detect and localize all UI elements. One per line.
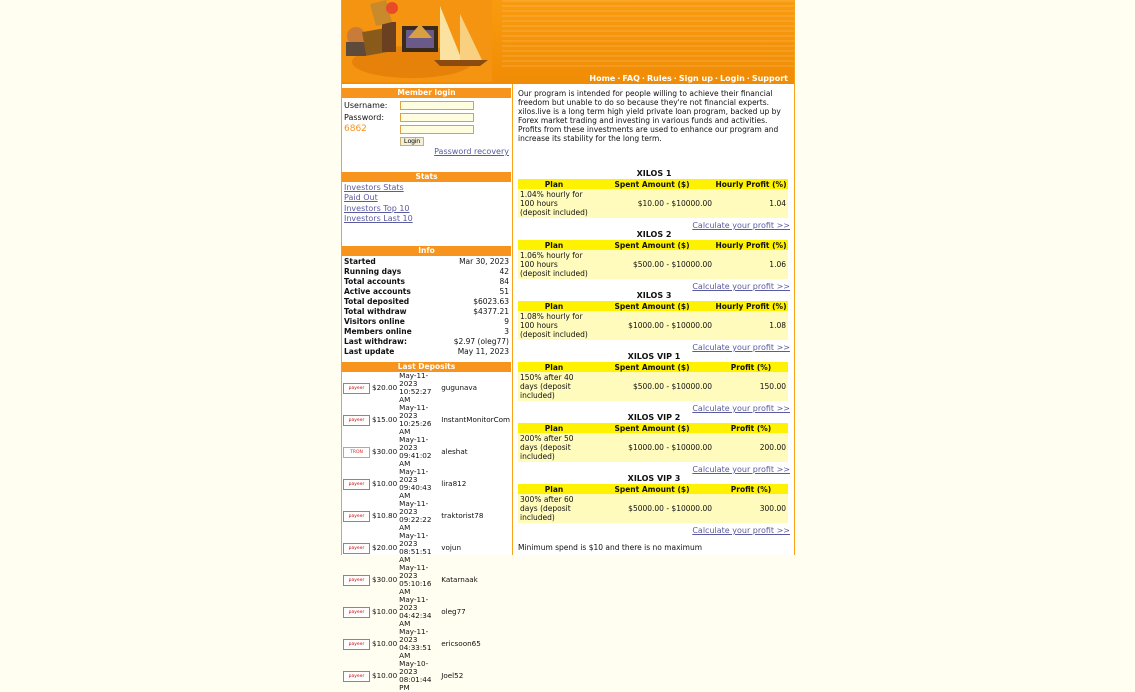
plan-table — [518, 423, 788, 462]
header-stripes — [502, 0, 794, 70]
deposit-amount: $10.80 — [372, 511, 398, 521]
plan-table — [518, 240, 788, 279]
captcha-code: 6862 — [344, 124, 367, 134]
stats-title: Stats — [342, 172, 511, 182]
deposit-time: 09:22:22 AM — [399, 514, 432, 532]
nav-separator: · — [641, 74, 645, 83]
deposit-user: vojun — [441, 543, 461, 553]
amount-header: Spent Amount ($) — [590, 484, 714, 494]
deposit-amount: $30.00 — [372, 575, 398, 585]
plan-header: Plan — [518, 423, 590, 433]
deposit-row — [342, 628, 511, 660]
info-key: Active accounts — [344, 286, 411, 296]
nav-separator: · — [746, 74, 750, 83]
plan-block — [518, 474, 790, 535]
page-container — [341, 0, 795, 692]
info-key: Total withdraw — [344, 307, 407, 317]
deposit-time: 09:41:02 AM — [399, 450, 432, 468]
info-key: Last update — [344, 347, 395, 357]
amount-header: Spent Amount ($) — [590, 240, 714, 250]
calculate-profit-link[interactable]: Calculate your profit >> — [692, 343, 790, 352]
payment-system-icon: payeer — [343, 415, 370, 426]
deposit-user: aleshat — [441, 447, 468, 457]
plan-block — [518, 413, 790, 474]
info-box — [342, 246, 511, 357]
info-value: 84 — [499, 276, 509, 286]
payment-system-icon: payeer — [343, 671, 370, 682]
nav-rules-link[interactable]: Rules — [646, 74, 672, 83]
info-key: Total accounts — [344, 276, 405, 286]
info-key: Running days — [344, 266, 402, 276]
info-row — [342, 276, 511, 286]
info-row — [342, 306, 511, 316]
plan-profit: 200.00 — [714, 433, 788, 462]
calculate-profit-link[interactable]: Calculate your profit >> — [692, 282, 790, 291]
deposit-amount: $30.00 — [372, 447, 398, 457]
plan-header: Plan — [518, 484, 590, 494]
deposit-date: May-10-2023 — [399, 658, 429, 676]
amount-header: Spent Amount ($) — [590, 179, 714, 189]
plan-description: 1.04% hourly for 100 hours (deposit included) — [518, 189, 590, 218]
plan-amount: $10.00 - $10000.00 — [590, 189, 714, 218]
plan-table — [518, 484, 788, 523]
investors-last10-link[interactable]: Investors Last 10 — [344, 213, 413, 223]
deposit-user: Katarnaak — [441, 575, 478, 585]
deposit-date: May-11-2023 — [399, 370, 429, 388]
username-input[interactable] — [400, 101, 474, 110]
deposit-user: gugunava — [441, 383, 478, 393]
profit-header: Profit (%) — [714, 484, 788, 494]
amount-header: Spent Amount ($) — [590, 301, 714, 311]
username-label: Username: — [344, 100, 388, 110]
payment-system-icon: payeer — [343, 639, 370, 650]
nav-separator: · — [673, 74, 677, 83]
plan-description: 150% after 40 days (deposit included) — [518, 372, 590, 401]
profit-header: Hourly Profit (%) — [715, 240, 787, 250]
info-key: Last withdraw: — [344, 337, 407, 347]
captcha-input[interactable] — [400, 125, 474, 134]
info-value: 42 — [499, 266, 509, 276]
deposit-row — [342, 500, 511, 532]
footnote-text: Minimum spend is $10 and there is no maximum — [518, 543, 703, 552]
info-key: Total deposited — [344, 296, 410, 306]
deposit-user: InstantMonitorCom — [441, 415, 510, 425]
deposit-amount: $20.00 — [372, 543, 398, 553]
profit-header: Hourly Profit (%) — [715, 301, 787, 311]
plan-profit: 1.06 — [714, 250, 788, 279]
payment-system-icon: payeer — [343, 575, 370, 586]
about-text: Our program is intended for people willing to achieve their financial freedom but unable to do so because they're not financial experts. xilos.live is a long term high yield private loan program, backed up by Forex market trading and investing in various funds and activities. Profits from these investments are used to enhance our program and increase its stability for the long term. — [518, 89, 781, 143]
deposit-row — [342, 596, 511, 628]
investors-top10-link[interactable]: Investors Top 10 — [344, 203, 410, 213]
plan-table — [518, 301, 788, 340]
deposit-amount: $10.00 — [372, 639, 398, 649]
plan-amount: $1000.00 - $10000.00 — [590, 311, 714, 340]
nav-separator: · — [714, 74, 718, 83]
plan-title: XILOS VIP 2 — [627, 413, 681, 422]
login-button[interactable]: Login — [400, 137, 424, 146]
info-value: $6023.63 — [473, 296, 509, 306]
deposit-time: 04:42:34 AM — [399, 610, 432, 628]
deposit-date: May-11-2023 — [399, 402, 429, 420]
deposit-amount: $10.00 — [372, 607, 398, 617]
plan-description: 1.06% hourly for 100 hours (deposit included) — [518, 250, 590, 279]
plan-description: 300% after 60 days (deposit included) — [518, 494, 590, 523]
deposit-user: oleg77 — [441, 607, 466, 617]
info-key: Members online — [344, 327, 412, 337]
investors-stats-link[interactable]: Investors Stats — [344, 183, 404, 192]
paid-out-link[interactable]: Paid Out — [344, 193, 378, 203]
deposit-amount: $15.00 — [372, 415, 398, 425]
stats-box — [342, 172, 511, 246]
deposit-date: May-11-2023 — [399, 562, 429, 580]
info-row — [342, 317, 511, 327]
plan-description: 1.08% hourly for 100 hours (deposit included) — [518, 311, 590, 340]
site-header — [342, 0, 794, 84]
plan-header: Plan — [518, 179, 590, 189]
header-banner-image — [342, 0, 492, 82]
plan-header: Plan — [518, 240, 590, 250]
member-login-box — [342, 88, 511, 156]
payment-system-icon: payeer — [343, 543, 370, 554]
deposit-date: May-11-2023 — [399, 498, 429, 516]
plan-block — [518, 291, 790, 352]
nav-login-link[interactable]: Login — [720, 74, 745, 83]
info-value: 9 — [504, 317, 509, 327]
deposit-row — [342, 468, 511, 500]
payment-system-icon: payeer — [343, 511, 370, 522]
plan-table — [518, 362, 788, 401]
deposit-time: 05:10:16 AM — [399, 578, 432, 596]
nav-faq-link[interactable]: FAQ — [622, 74, 640, 83]
payment-system-icon: TRON — [343, 447, 370, 458]
plan-block — [518, 169, 790, 230]
plan-amount: $1000.00 - $10000.00 — [590, 433, 714, 462]
nav-separator: · — [617, 74, 621, 83]
top-navigation — [589, 74, 788, 83]
plans-list — [513, 169, 795, 535]
plan-block — [518, 352, 790, 413]
deposit-amount: $10.00 — [372, 671, 398, 681]
nav-home-link[interactable]: Home — [589, 74, 616, 83]
deposit-amount: $20.00 — [372, 383, 398, 393]
deposit-time: 10:52:27 AM — [399, 386, 432, 404]
info-title: Info — [342, 246, 511, 256]
calculate-profit-link[interactable]: Calculate your profit >> — [692, 526, 790, 535]
info-row — [342, 296, 511, 306]
last-deposits-box — [342, 362, 511, 692]
profit-header: Hourly Profit (%) — [715, 179, 787, 189]
plan-profit: 1.08 — [714, 311, 788, 340]
deposit-time: 08:51:51 AM — [399, 546, 432, 564]
plan-profit: 1.04 — [714, 189, 788, 218]
plan-profit: 150.00 — [714, 372, 788, 401]
password-recovery-link[interactable]: Password recovery — [434, 147, 509, 156]
plan-description: 200% after 50 days (deposit included) — [518, 433, 590, 462]
info-value: $4377.21 — [473, 307, 509, 317]
plan-header: Plan — [518, 362, 590, 372]
plan-header: Plan — [518, 301, 590, 311]
deposit-row — [342, 532, 511, 564]
plan-title: XILOS 2 — [636, 230, 672, 239]
deposit-time: 10:25:26 AM — [399, 418, 432, 436]
deposit-date: May-11-2023 — [399, 530, 429, 548]
info-value: 3 — [504, 327, 509, 337]
password-input[interactable] — [400, 113, 474, 122]
info-value: Mar 30, 2023 — [459, 256, 509, 266]
deposit-user: lira812 — [441, 479, 467, 489]
info-table — [342, 256, 511, 357]
last-deposits-table — [342, 372, 511, 692]
deposit-date: May-11-2023 — [399, 466, 429, 484]
info-key: Started — [344, 256, 376, 266]
calculate-profit-link[interactable]: Calculate your profit >> — [692, 465, 790, 474]
info-row — [342, 347, 511, 357]
deposit-amount: $10.00 — [372, 479, 398, 489]
info-row — [342, 266, 511, 276]
info-key: Visitors online — [344, 317, 405, 327]
info-value: $2.97 (oleg77) — [453, 337, 509, 347]
payment-system-icon: payeer — [343, 383, 370, 394]
password-label: Password: — [344, 112, 385, 122]
plan-title: XILOS VIP 3 — [627, 474, 681, 483]
info-value: 51 — [499, 286, 509, 296]
plan-amount: $500.00 - $10000.00 — [590, 250, 714, 279]
payment-system-icon: payeer — [343, 479, 370, 490]
deposit-user: traktorist78 — [441, 511, 484, 521]
plan-block — [518, 230, 790, 291]
info-row — [342, 286, 511, 296]
plan-profit: 300.00 — [714, 494, 788, 523]
profit-header: Profit (%) — [714, 423, 788, 433]
deposit-time: 08:01:44 PM — [399, 674, 432, 692]
deposit-date: May-11-2023 — [399, 434, 429, 452]
amount-header: Spent Amount ($) — [590, 423, 714, 433]
plan-title: XILOS 1 — [636, 169, 672, 178]
amount-header: Spent Amount ($) — [590, 362, 714, 372]
deposit-row — [342, 660, 511, 692]
plan-title: XILOS 3 — [636, 291, 672, 300]
deposit-row — [342, 564, 511, 596]
plan-amount: $5000.00 - $10000.00 — [590, 494, 714, 523]
deposit-time: 09:40:43 AM — [399, 482, 432, 500]
last-deposits-title: Last Deposits — [342, 362, 511, 372]
deposit-row — [342, 436, 511, 468]
calculate-profit-link[interactable]: Calculate your profit >> — [692, 221, 790, 230]
deposit-time: 04:33:51 AM — [399, 642, 432, 660]
profit-header: Profit (%) — [714, 362, 788, 372]
nav-support-link[interactable]: Support — [751, 74, 788, 83]
plan-amount: $500.00 - $10000.00 — [590, 372, 714, 401]
main-content — [512, 84, 795, 555]
deposit-date: May-11-2023 — [399, 594, 429, 612]
info-row — [342, 256, 511, 266]
member-login-title: Member login — [342, 88, 511, 98]
calculate-profit-link[interactable]: Calculate your profit >> — [692, 404, 790, 413]
deposit-row — [342, 372, 511, 404]
plan-table — [518, 179, 788, 218]
info-value: May 11, 2023 — [457, 347, 509, 357]
deposit-row — [342, 404, 511, 436]
deposit-user: Joel52 — [441, 671, 464, 681]
deposit-user: ericsoon65 — [441, 639, 481, 649]
info-row — [342, 327, 511, 337]
plan-title: XILOS VIP 1 — [627, 352, 681, 361]
deposit-date: May-11-2023 — [399, 626, 429, 644]
nav-signup-link[interactable]: Sign up — [678, 74, 713, 83]
info-row — [342, 337, 511, 347]
left-sidebar — [342, 88, 511, 692]
payment-system-icon: payeer — [343, 607, 370, 618]
